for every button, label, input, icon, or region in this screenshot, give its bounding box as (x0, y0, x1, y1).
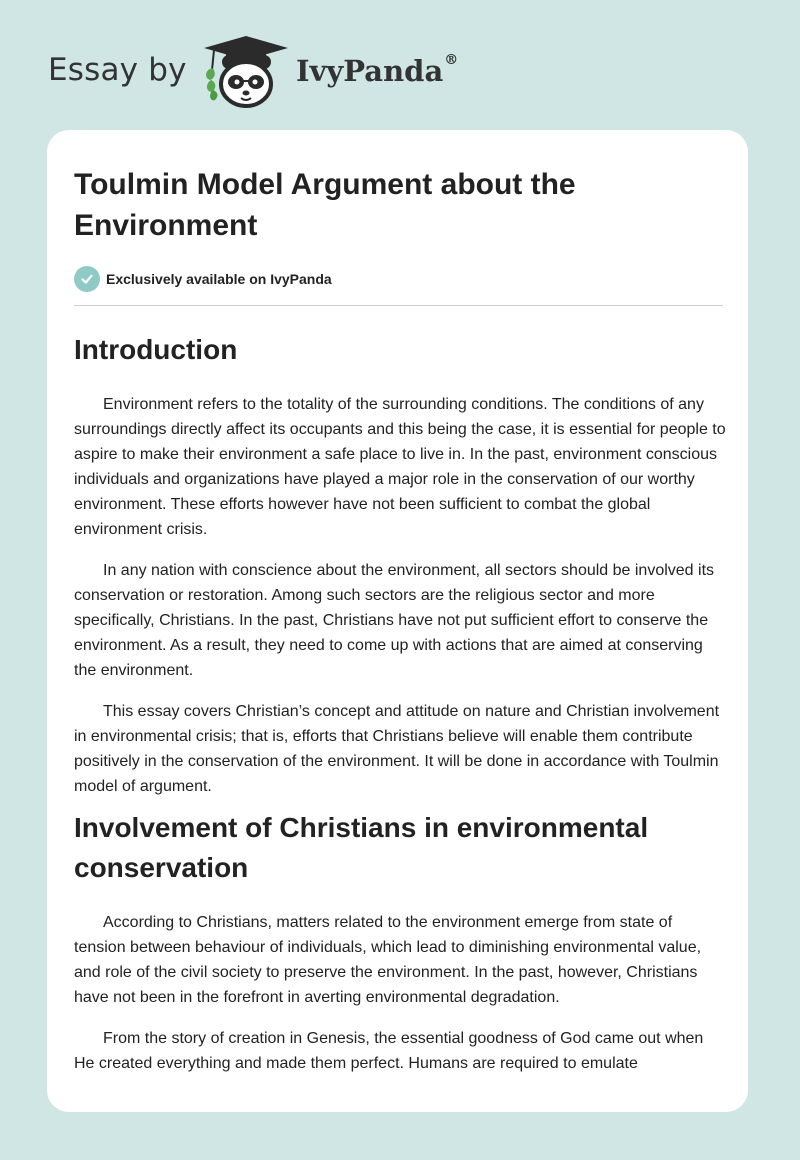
registered-mark: ® (444, 52, 459, 68)
section-heading-involvement: Involvement of Christians in environmental conservation (74, 812, 649, 883)
paragraph: Environment refers to the totality of the surrounding conditions. The conditions of any surroundings directly affect its occupants and this being the case, it is essential for people to aspire to make their environment a safe place to live in. In the past, environment conscious individuals and organizations have played a major role in the conservation of our worthy environment. These efforts however have not been sufficient to combat the global environment crisis. (74, 396, 726, 538)
essay-card (47, 130, 748, 1112)
paragraph: From the story of creation in Genesis, the essential goodness of God came out when He created everything and made them perfect. Humans are required to emulate (74, 1030, 704, 1072)
brand-name[interactable]: IvyPanda® (296, 52, 459, 88)
section-heading-introduction: Introduction (74, 334, 238, 365)
exclusive-label: Exclusively available on IvyPanda (106, 271, 332, 287)
essay-content (74, 164, 726, 1076)
check-icon (74, 266, 100, 292)
essay-by-label: Essay by (48, 52, 187, 88)
paragraph: In any nation with conscience about the environment, all sectors should be involved its conservation or restoration. Among such sectors are the religious sector and more specifically, Christians. In the past, Christians have not put sufficient effort to conserve the environment. As a result, they need to come up with actions that are aimed at conserving the environment. (74, 562, 715, 679)
site-header (0, 0, 800, 130)
essay-title: Toulmin Model Argument about the Environment (74, 168, 576, 242)
exclusive-badge (74, 266, 726, 292)
divider (74, 305, 723, 306)
paragraph: According to Christians, matters related to the environment emerge from state of tension between behaviour of individuals, which lead to diminishing environmental value, and role of the civil society to preserve the environment. In the past, however, Christians have not been in the forefront in averting environmental degradation. (74, 914, 702, 1006)
panda-logo-icon[interactable] (200, 32, 292, 110)
paragraph: This essay covers Christian’s concept and attitude on nature and Christian involvement in environmental crisis; that is, efforts that Christians believe will enable them contribute positively in the conservation of the environment. It will be done in accordance with Toulmin model of argument. (74, 703, 720, 795)
